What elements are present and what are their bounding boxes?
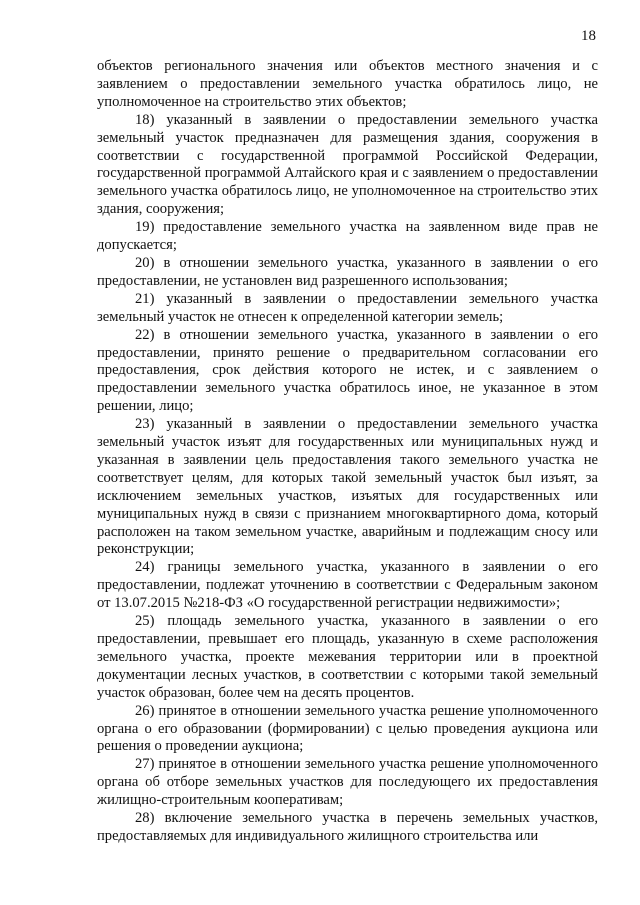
paragraph-continuation: объектов регионального значения или объектов местного значения и с заявлением о предоставлении земельного участка обратилось лицо, не уполномоченное на строительство этих объектов; xyxy=(97,58,598,110)
paragraph-item-19: 19) предоставление земельного участка на заявленном виде прав не допускается; xyxy=(97,219,598,254)
paragraph-item-20: 20) в отношении земельного участка, указанного в заявлении о его предоставлении, не установлен вид разрешенного использования; xyxy=(97,254,598,289)
paragraph-item-23: 23) указанный в заявлении о предоставлении земельного участка земельный участок изъят для государственных или муниципальных нужд и указанная в заявлении цель предоставления такого земельного участка не соответствует целям, для которых такой земельный участок был изъят, за исключением земельных участков, изъятых для государственных или муниципальных нужд в связи с признанием многоквартирного дома, который расположен на таком земельном участке, аварийным и подлежащим сносу или реконструкции; xyxy=(97,416,598,558)
paragraph-item-25: 25) площадь земельного участка, указанного в заявлении о его предоставлении, превышает его площадь, указанную в схеме расположения земельного участка, проекте межевания территории или в проектной документации лесных участков, в соответствии с которыми такой земельный участок образован, более чем на десять процентов. xyxy=(97,613,598,701)
document-body xyxy=(97,58,598,846)
paragraph-item-27: 27) принятое в отношении земельного участка решение уполномоченного органа об отборе земельных участков для последующего их предоставления жилищно-строительным кооперативам; xyxy=(97,756,598,809)
paragraph-item-28: 28) включение земельного участка в перечень земельных участков, предоставляемых для индивидуального жилищного строительства или xyxy=(97,810,598,844)
paragraph-item-26: 26) принятое в отношении земельного участка решение уполномоченного органа о его образовании (формировании) с целью проведения аукциона или решения о проведении аукциона; xyxy=(97,702,598,755)
paragraph-item-18: 18) указанный в заявлении о предоставлении земельного участка земельный участок предназначен для размещения здания, сооружения в соответствии с государственной программой Российской Федерации, государственной программой Алтайского края и с заявлением о предоставлении земельного участка обратилось лицо, не уполномоченное на строительство этих здания, сооружения; xyxy=(97,111,598,218)
page-number: 18 xyxy=(581,28,596,44)
paragraph-item-21: 21) указанный в заявлении о предоставлении земельного участка земельный участок не отнесен к определенной категории земель; xyxy=(97,290,598,325)
paragraph-item-22: 22) в отношении земельного участка, указанного в заявлении о его предоставлении, принято решение о предварительном согласовании его предоставления, срок действия которого не истек, и с заявлением о предоставлении земельного участка обратилось иное, не указанное в этом решении, лицо; xyxy=(97,326,598,415)
paragraph-item-24: 24) границы земельного участка, указанного в заявлении о его предоставлении, подлежат уточнению в соответствии с Федеральным законом от 13.07.2015 №218-ФЗ «О государственной регистрации недвижимости»; xyxy=(97,559,598,612)
